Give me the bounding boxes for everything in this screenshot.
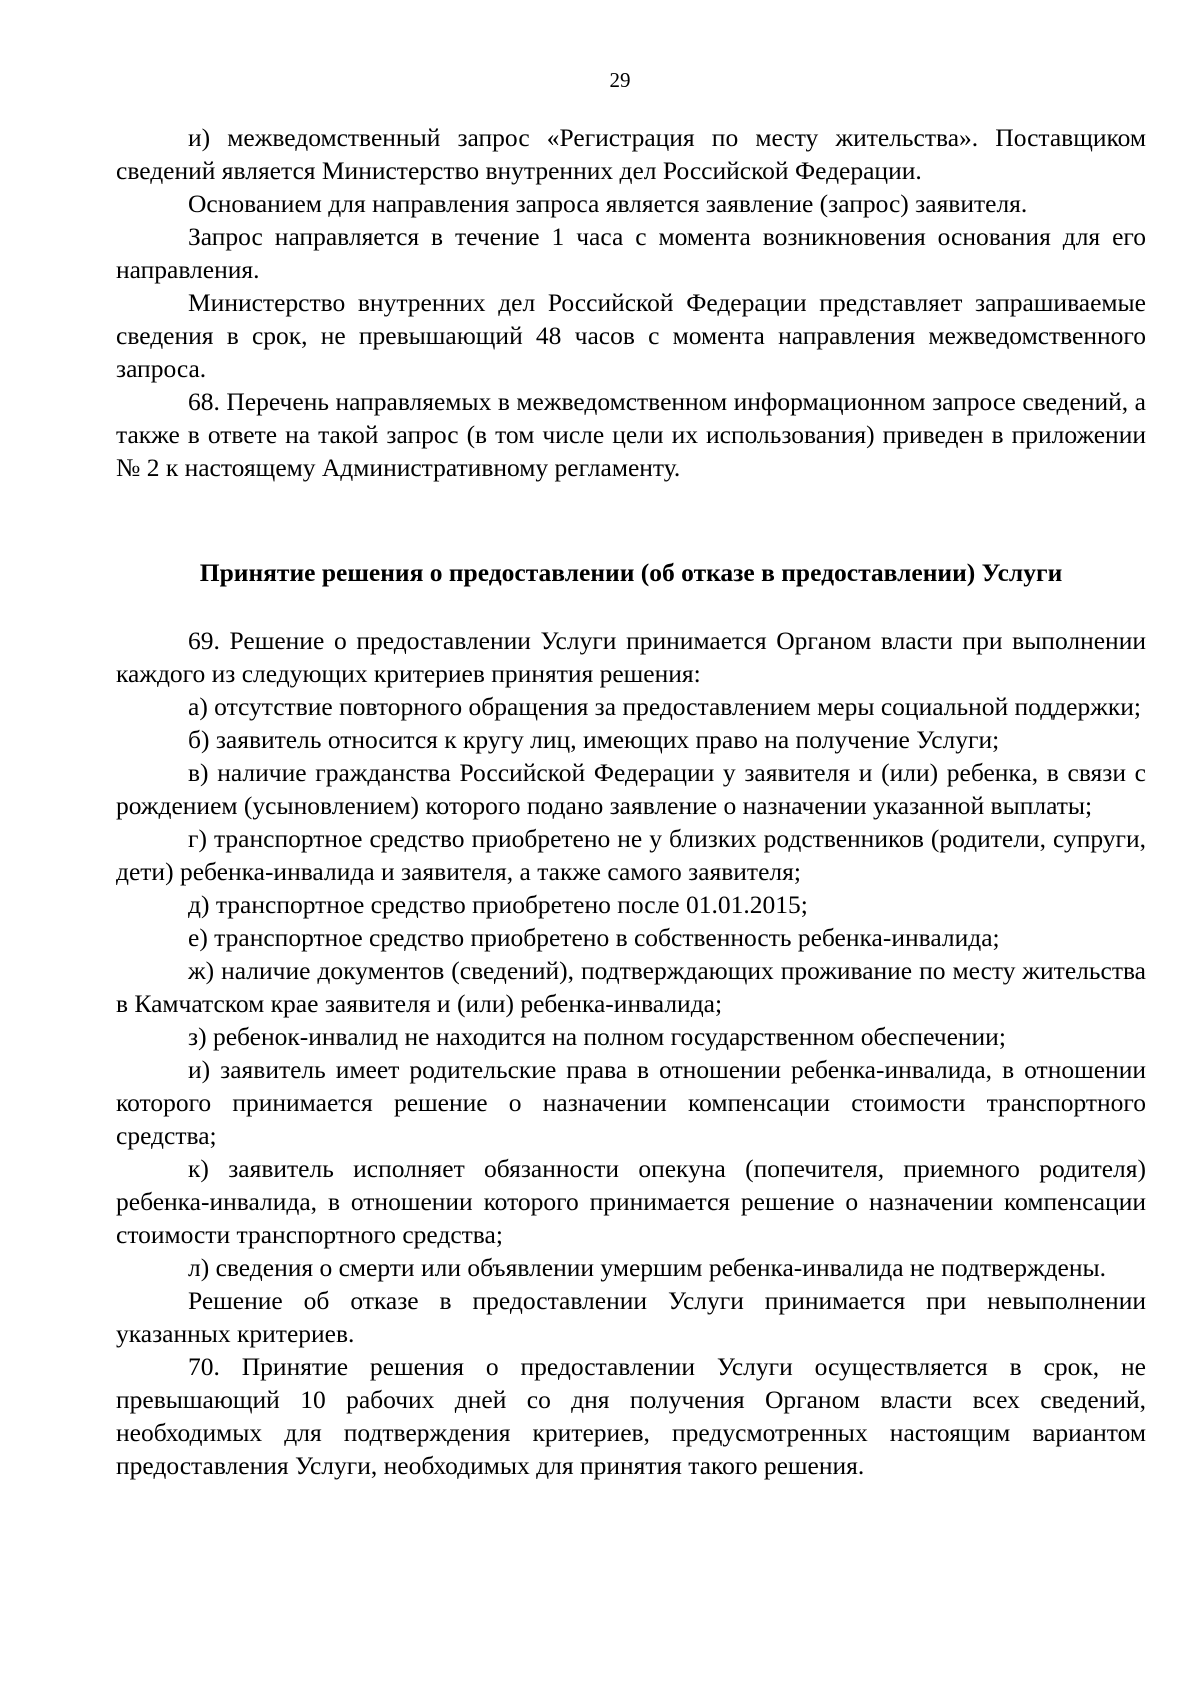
criterion-d: д) транспортное средство приобретено после 01.01.2015;: [188, 890, 808, 919]
criterion-l: л) сведения о смерти или объявлении умершим ребенка-инвалида не подтверждены.: [188, 1253, 1107, 1282]
paragraph-response-deadline: Министерство внутренних дел Российской Федерации представляет запрашиваемые сведения в срок, не превышающий 48 часов с момента направления межведомственного запроса.: [116, 288, 1146, 383]
paragraph-refusal: Решение об отказе в предоставлении Услуги принимается при невыполнении указанных критериев.: [116, 1286, 1146, 1348]
page-number: 29: [609, 68, 631, 92]
criterion-a: а) отсутствие повторного обращения за предоставлением меры социальной поддержки;: [188, 692, 1141, 721]
criterion-v: в) наличие гражданства Российской Федерации у заявителя и (или) ребенка, в связи с рождением (усыновлением) которого подано заявление о назначении указанной выплаты;: [116, 758, 1146, 820]
criterion-b: б) заявитель относится к кругу лиц, имеющих право на получение Услуги;: [188, 725, 1000, 754]
paragraph-request-timing: Запрос направляется в течение 1 часа с момента возникновения основания для его направления.: [116, 222, 1146, 284]
criterion-zh: ж) наличие документов (сведений), подтверждающих проживание по месту жительства в Камчатском крае заявителя и (или) ребенка-инвалида;: [116, 956, 1146, 1018]
criterion-z: з) ребенок-инвалид не находится на полном государственном обеспечении;: [188, 1022, 1006, 1051]
paragraph-request-residence: и) межведомственный запрос «Регистрация по месту жительства». Поставщиком сведений является Министерство внутренних дел Российской Федерации.: [116, 123, 1146, 185]
section-decision: [116, 624, 1146, 1482]
criterion-k: к) заявитель исполняет обязанности опекуна (попечителя, приемного родителя) ребенка-инвалида, в отношении которого принимается решение о назначении компенсации стоимости транспортного средства;: [116, 1154, 1146, 1249]
paragraph-item-70: 70. Принятие решения о предоставлении Услуги осуществляется в срок, не превышающий 10 рабочих дней со дня получения Органом власти всех сведений, необходимых для подтверждения критериев, предусмотренных настоящим вариантом предоставления Услуги, необходимых для принятия такого решения.: [116, 1352, 1146, 1480]
criterion-i: и) заявитель имеет родительские права в отношении ребенка-инвалида, в отношении которого принимается решение о назначении компенсации стоимости транспортного средства;: [116, 1055, 1146, 1150]
criterion-e: е) транспортное средство приобретено в собственность ребенка-инвалида;: [188, 923, 1000, 952]
criterion-g: г) транспортное средство приобретено не у близких родственников (родители, супруги, дети) ребенка-инвалида и заявителя, а также самого заявителя;: [116, 824, 1146, 886]
paragraph-item-69: 69. Решение о предоставлении Услуги принимается Органом власти при выполнении каждого из следующих критериев принятия решения:: [116, 626, 1146, 688]
section-interagency-request: [116, 121, 1146, 484]
paragraph-request-basis: Основанием для направления запроса является заявление (запрос) заявителя.: [188, 189, 1028, 218]
paragraph-item-68: 68. Перечень направляемых в межведомственном информационном запросе сведений, а также в ответе на такой запрос (в том числе цели их использования) приведен в приложении № 2 к настоящему Административному регламенту.: [116, 387, 1146, 482]
section-heading: Принятие решения о предоставлении (об отказе в предоставлении) Услуги: [199, 558, 1063, 587]
